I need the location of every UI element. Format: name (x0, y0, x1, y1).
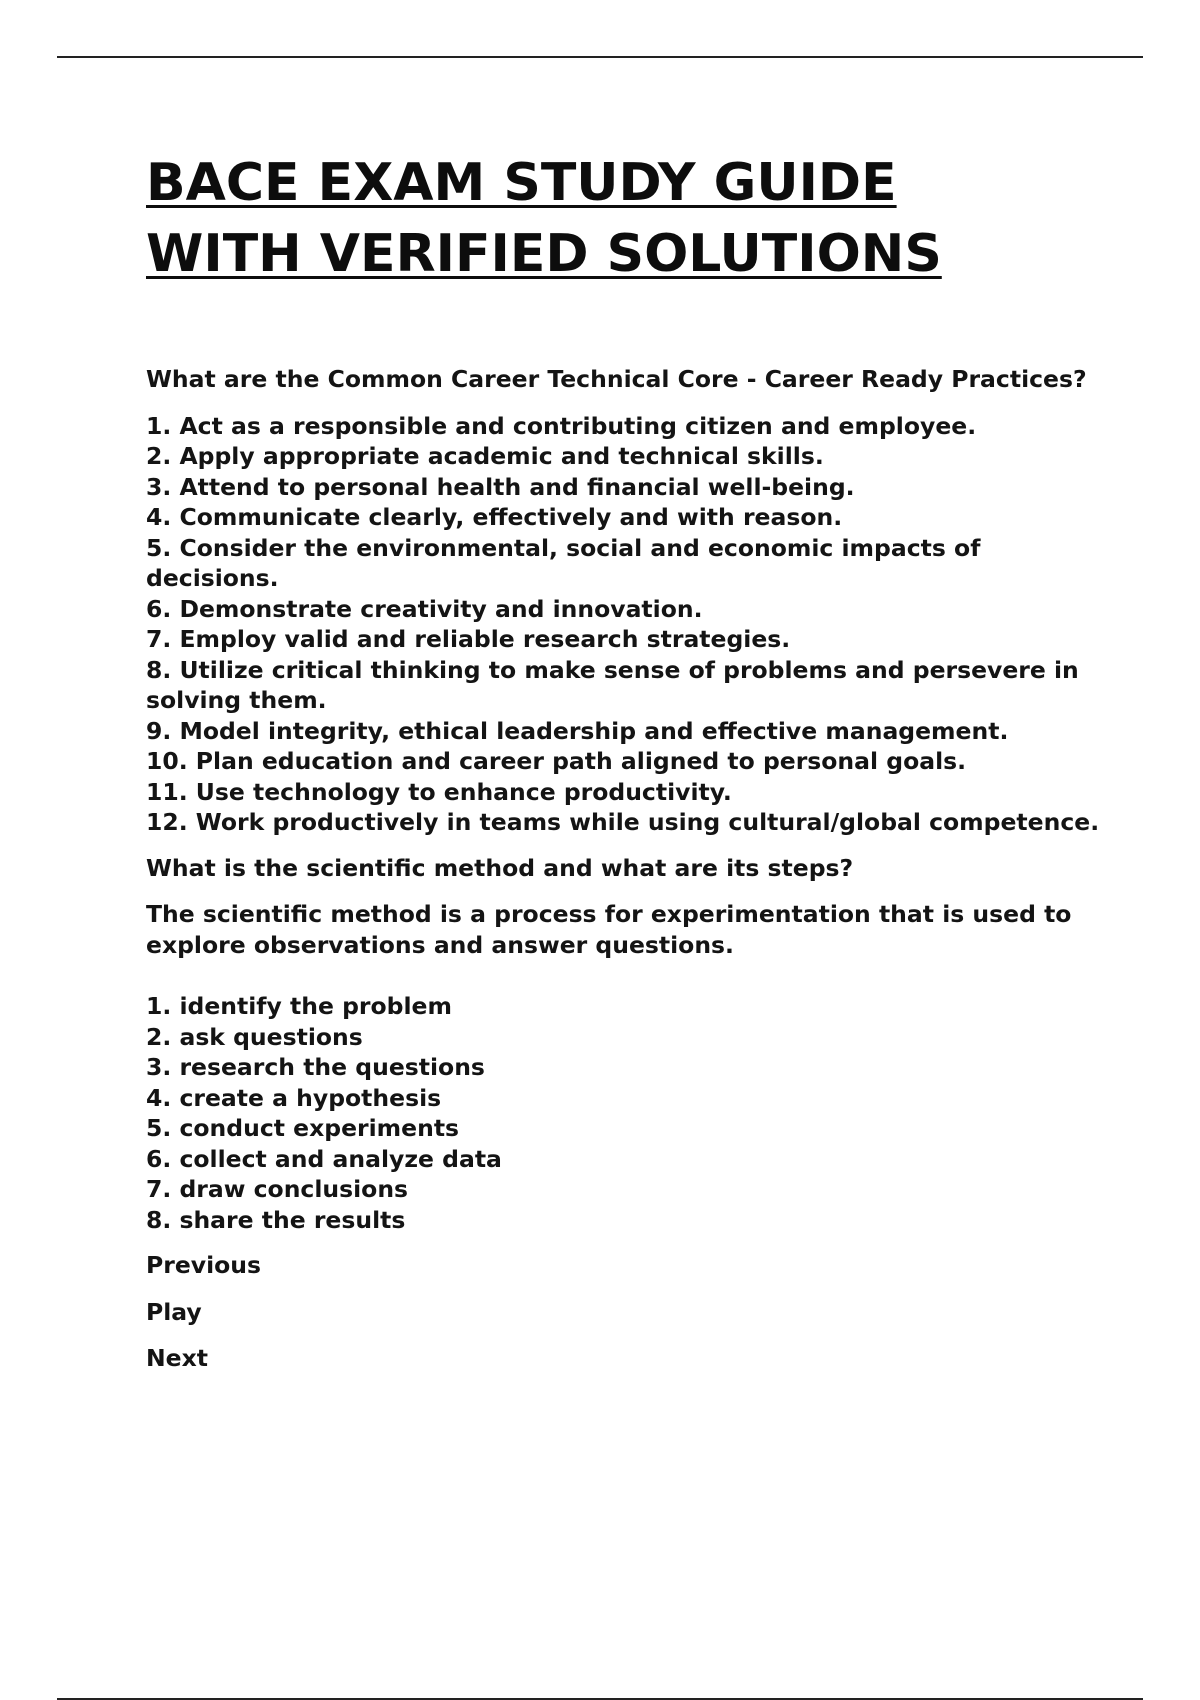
list-item: 12. Work productively in teams while using cultural/global competence. (146, 808, 1100, 836)
list-item: 8. share the results (146, 1205, 406, 1234)
list-item: 4. Communicate clearly, effectively and with reason. (146, 503, 843, 531)
list-item: 11. Use technology to enhance productivity. (146, 777, 732, 806)
document-title (146, 148, 1106, 290)
list-item: 6. collect and analyze data (146, 1144, 502, 1173)
list-item: 5. Consider the environmental, social and economic impacts of decisions. (146, 533, 981, 592)
list-item: 2. Apply appropriate academic and technical skills. (146, 442, 824, 470)
list-item: 5. conduct experiments (146, 1114, 460, 1142)
list-item: 4. create a hypothesis (146, 1083, 442, 1112)
next-link[interactable]: Next (146, 1344, 208, 1372)
page-content (146, 148, 1106, 1374)
list-item: 6. Demonstrate creativity and innovation. (146, 594, 703, 623)
list-item: 7. draw conclusions (146, 1175, 409, 1203)
play-link[interactable]: Play (146, 1297, 202, 1326)
list-item: 3. Attend to personal health and financial well-being. (146, 472, 855, 501)
title-line-2: WITH VERIFIED SOLUTIONS (146, 224, 942, 284)
previous-link[interactable]: Previous (146, 1251, 261, 1279)
list-item: 9. Model integrity, ethical leadership and effective management. (146, 716, 1009, 745)
list-item: 10. Plan education and career path aligned to personal goals. (146, 747, 967, 775)
question-1: What are the Common Career Technical Core - Career Ready Practices? (146, 365, 1087, 393)
answer-1-list (146, 411, 1106, 838)
list-item: 7. Employ valid and reliable research strategies. (146, 625, 791, 653)
answer-2-intro: The scientific method is a process for experimentation that is used to explore observations and answer questions. (146, 900, 1072, 959)
title-line-1: BACE EXAM STUDY GUIDE (146, 153, 897, 213)
list-item: 8. Utilize critical thinking to make sense of problems and persevere in solving them. (146, 655, 1079, 714)
top-rule (57, 56, 1143, 58)
answer-2-steps-list (146, 991, 1106, 1235)
list-item: 3. research the questions (146, 1053, 485, 1081)
list-item: 1. Act as a responsible and contributing citizen and employee. (146, 411, 977, 440)
list-item: 1. identify the problem (146, 992, 452, 1020)
question-2: What is the scientific method and what are its steps? (146, 853, 854, 882)
list-item: 2. ask questions (146, 1022, 363, 1051)
